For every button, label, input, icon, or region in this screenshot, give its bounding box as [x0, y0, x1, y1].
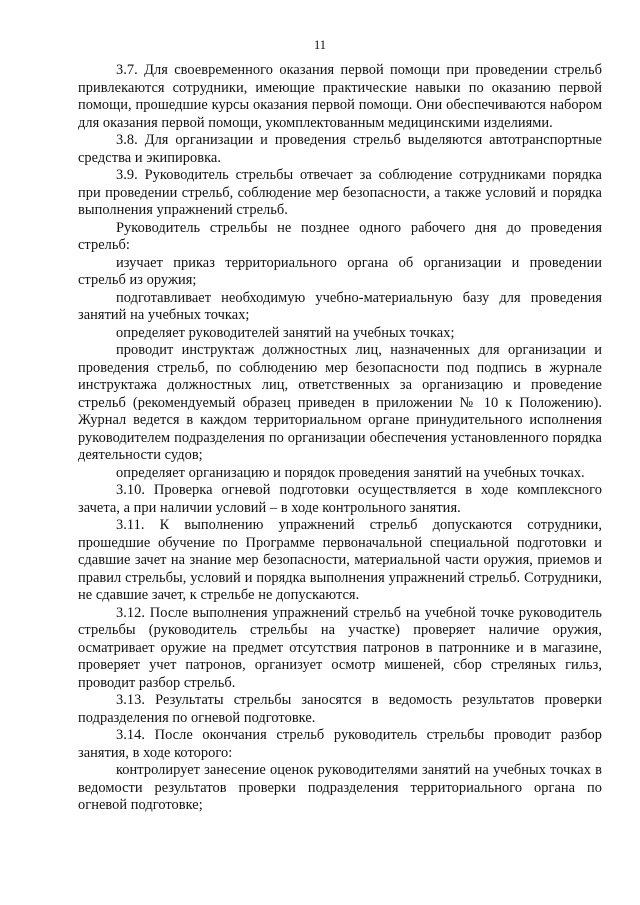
paragraph-3-10: 3.10. Проверка огневой подготовки осуществляется в ходе комплексного зачета, а при наличии условий – в ходе контрольного занятия. [78, 482, 602, 516]
list-item-organization: определяет организацию и порядок проведения занятий на учебных точках. [116, 464, 585, 481]
paragraph-3-7: 3.7. Для своевременного оказания первой помощи при проведении стрельб привлекаются сотрудники, имеющие практические навыки по оказанию первой помощи, прошедшие курсы оказания первой помощи. Они обеспечиваются набором для оказания первой помощи, укомплектованным медицинскими изделиями. [78, 62, 602, 131]
document-body [78, 62, 602, 815]
paragraph-3-12: 3.12. После выполнения упражнений стрельб на учебной точке руководитель стрельбы (руководитель стрельбы на участке) проверяет наличие оружия, осматривает оружие на предмет отсутствия патронов в патроннике и в магазине, проверяет учет патронов, организует осмотр мишеней, сбор стреляных гильз, проводит разбор стрельб. [78, 604, 602, 691]
list-item-assign-leaders: определяет руководителей занятий на учебных точках; [116, 324, 455, 341]
paragraph-duties-intro: Руководитель стрельбы не позднее одного рабочего дня до проведения стрельб: [78, 219, 602, 253]
paragraph-3-8: 3.8. Для организации и проведения стрельб выделяются автотранспортные средства и экипировка. [78, 132, 602, 166]
list-item-prepare-base: подготавливает необходимую учебно-материальную базу для проведения занятий на учебных точках; [78, 289, 602, 323]
list-item-briefing: проводит инструктаж должностных лиц, назначенных для организации и проведения стрельб, по соблюдению мер безопасности под подпись в журнале инструктажа должностных лиц, ответственных за организацию и проведение стрельб (рекомендуемый образец приведен в приложении № 10 к Положению). Журнал ведется в каждом территориальном органе принудительного исполнения руководителем подразделения по организации обеспечения установленного порядка деятельности судов; [78, 342, 602, 463]
paragraph-3-13: 3.13. Результаты стрельбы заносятся в ведомость результатов проверки подразделения по огневой подготовке. [78, 692, 602, 726]
page-number: 11 [313, 38, 327, 52]
list-item-grades-control: контролирует занесение оценок руководителями занятий на учебных точках в ведомости результатов проверки подразделения территориального органа по огневой подготовке; [78, 762, 602, 813]
list-item-study-order: изучает приказ территориального органа об организации и проведении стрельб из оружия; [78, 254, 602, 288]
paragraph-3-11: 3.11. К выполнению упражнений стрельб допускаются сотрудники, прошедшие обучение по Программе первоначальной специальной подготовки и сдавшие зачет на знание мер безопасности, материальной части оружия, приемов и правил стрельбы, условий и порядка выполнения упражнений стрельб. Сотрудники, не сдавшие зачет, к стрельбе не допускаются. [78, 517, 602, 603]
paragraph-3-14: 3.14. После окончания стрельб руководитель стрельбы проводит разбор занятия, в ходе которого: [78, 727, 602, 761]
paragraph-3-9: 3.9. Руководитель стрельбы отвечает за соблюдение сотрудниками порядка при проведении стрельб, соблюдение мер безопасности, а также условий и порядка выполнения упражнений стрельб. [78, 167, 602, 218]
